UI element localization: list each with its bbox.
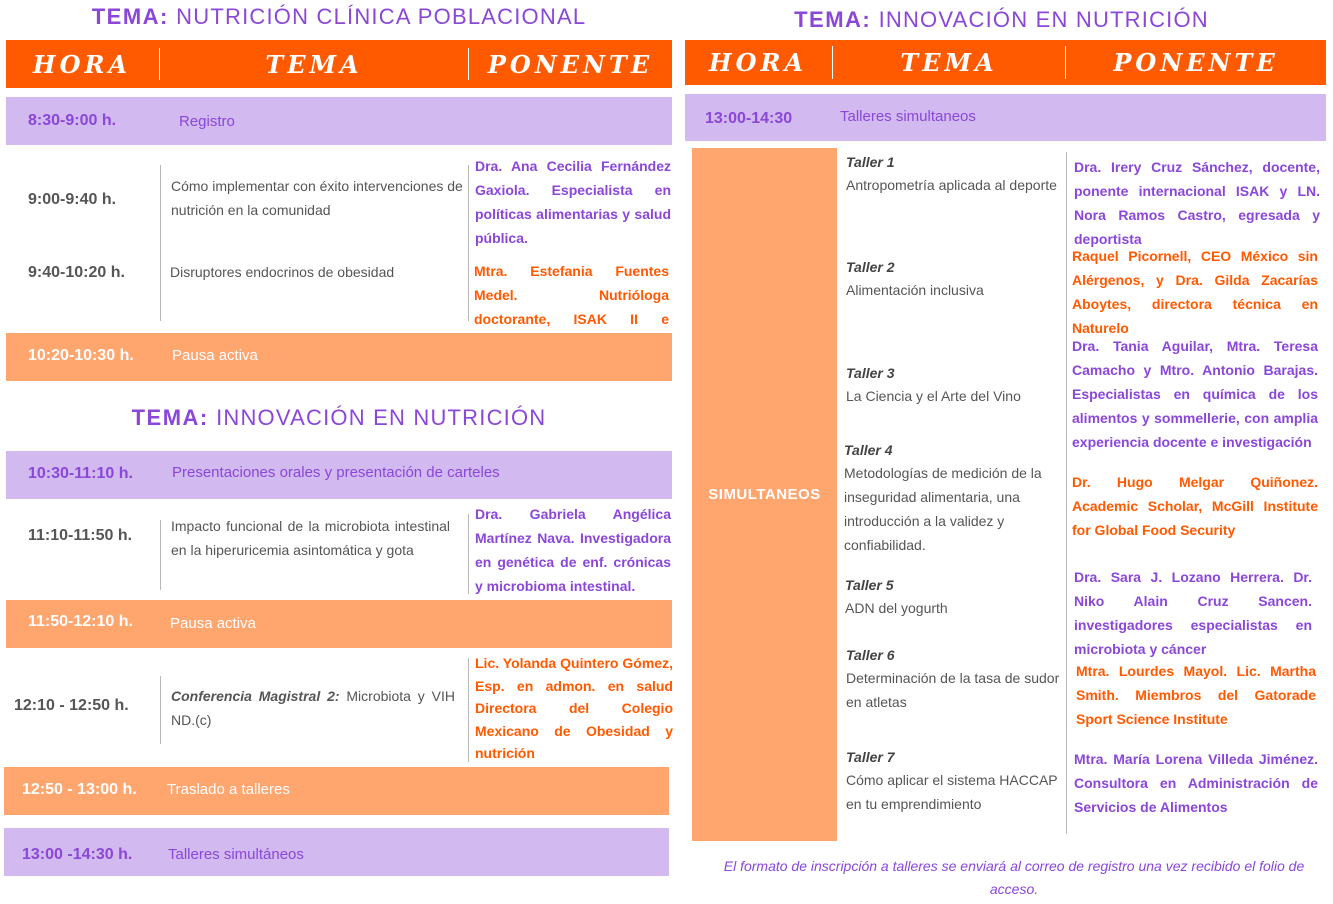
talleres-row [4, 828, 669, 876]
taller-desc: ADN del yogurth [845, 600, 948, 616]
taller-speaker: Dra. Sara J. Lozano Herrera. Dr. Niko Alain Cruz Sancen. investigadores especialistas en microbiota y cáncer [1074, 569, 1312, 657]
taller-title: Taller 3 [846, 365, 895, 381]
taller-speaker: Mtra. María Lorena Villeda Jiménez. Consultora en Administración de Servicios de Alimentos [1074, 751, 1318, 815]
divider [160, 520, 161, 590]
session-time: 11:10-11:50 h. [28, 527, 133, 544]
left-section-title-2 [6, 405, 672, 431]
taller-speaker: Mtra. Lourdes Mayol. Lic. Martha Smith. Miembros del Gatorade Sport Science Institute [1076, 663, 1316, 727]
taller-speaker: Raquel Picornell, CEO México sin Alérgenos, y Dra. Gilda Zacarías Aboytes, directora técnica en Naturelo [1072, 248, 1318, 336]
taller-title: Taller 6 [846, 647, 895, 663]
taller-desc: Alimentación inclusiva [846, 282, 984, 298]
header-tema: TEMA [265, 49, 363, 79]
time: 10:30-11:10 h. [28, 465, 133, 482]
header-ponente: PONENTE [1113, 48, 1279, 77]
conference-label: Conferencia Magistral 2: [171, 688, 340, 704]
taller-desc: Metodologías de medición de la inseguridad alimentaria, una introducción a la validez y confiabilidad. [844, 465, 1042, 553]
time: 13:00 -14:30 h. [22, 846, 133, 863]
topic: Presentaciones orales y presentación de carteles [172, 464, 500, 481]
taller-7 [846, 749, 1062, 816]
taller-4 [844, 442, 1060, 557]
time: 8:30-9:00 h. [28, 112, 117, 129]
simultaneos-label: SIMULTANEOS [708, 486, 821, 503]
taller-desc: Antropometría aplicada al deporte [846, 177, 1057, 193]
topic: Talleres simultáneos [168, 846, 304, 863]
taller-speaker: Dr. Hugo Melgar Quiñonez. Academic Scholar, McGill Institute for Global Food Security [1072, 474, 1318, 538]
time: 12:50 - 13:00 h. [22, 781, 137, 798]
session-speaker: Mtra. Estefania Fuentes Medel. Nutrióloga doctorante, ISAK II e [474, 263, 669, 327]
taller-2 [846, 259, 1062, 302]
taller-3 [846, 365, 1062, 408]
conference-topic: Microbiota y VIH ND.(c) [171, 688, 455, 728]
topic: Registro [179, 113, 235, 130]
title-prefix: TEMA: [794, 7, 872, 32]
session-topic: Disruptores endocrinos de obesidad [170, 264, 395, 280]
title-prefix: TEMA: [131, 405, 209, 430]
taller-speaker: Dra. Irery Cruz Sánchez, docente, ponente internacional ISAK y LN. Nora Ramos Castro, egresada y deportista [1074, 159, 1320, 247]
left-table-header [6, 40, 672, 88]
divider [468, 165, 469, 321]
header-tema: TEMA [900, 48, 998, 77]
header-ponente: PONENTE [487, 49, 654, 79]
registration-note: El formato de inscripción a talleres se enviará al correo de registro una vez recibido el folio de acceso. [723, 858, 1305, 897]
taller-1 [846, 154, 1062, 197]
title-text: INNOVACIÓN EN NUTRICIÓN [216, 405, 547, 430]
topic: Traslado a talleres [167, 781, 290, 798]
taller-desc: Determinación de la tasa de sudor en atletas [846, 670, 1060, 710]
session-time: 9:40-10:20 h. [28, 264, 125, 281]
divider [468, 514, 469, 594]
taller-5 [845, 577, 1061, 620]
left-section-title-1 [6, 4, 672, 30]
session-speaker: Dra. Gabriela Angélica Martínez Nava. Investigadora en genética de enf. crónicas y microbioma intestinal. [475, 506, 671, 594]
session-time: 12:10 - 12:50 h. [14, 697, 129, 714]
header-hora: HORA [32, 49, 132, 79]
title-text: NUTRICIÓN CLÍNICA POBLACIONAL [176, 4, 587, 29]
session-speaker: Dra. Ana Cecilia Fernández Gaxiola. Especialista en políticas alimentarias y salud pública. [475, 158, 671, 246]
pausa-row [6, 600, 672, 648]
session-time: 9:00-9:40 h. [28, 191, 117, 208]
divider [160, 165, 161, 321]
time: 11:50-12:10 h. [28, 613, 133, 630]
title-prefix: TEMA: [91, 4, 169, 29]
simultaneos-block [692, 148, 837, 841]
registro-row [6, 97, 672, 145]
time: 13:00-14:30 [705, 110, 793, 127]
taller-desc: Cómo aplicar el sistema HACCAP en tu emprendimiento [846, 772, 1058, 812]
header-hora: HORA [708, 48, 808, 77]
taller-title: Taller 4 [844, 442, 893, 458]
divider [160, 676, 161, 744]
divider [468, 658, 469, 762]
taller-speaker: Dra. Tania Aguilar, Mtra. Teresa Camacho y Mtro. Antonio Barajas. Especialistas en química de los alimentos y sommellerie, con amplia experiencia docente e investigación [1072, 338, 1318, 450]
taller-title: Taller 5 [845, 577, 894, 593]
session-topic: Impacto funcional de la microbiota intestinal en la hiperuricemia asintomática y gota [171, 518, 450, 558]
time: 10:20-10:30 h. [28, 347, 134, 364]
talleres-simultaneos-row [685, 94, 1326, 141]
topic: Pausa activa [170, 615, 256, 632]
topic: Talleres simultaneos [840, 108, 976, 125]
session-speaker: Lic. Yolanda Quintero Gómez, Esp. en admon. en salud Directora del Colegio Mexicano de Obesidad y nutrición [475, 655, 673, 761]
presentaciones-row [6, 451, 672, 499]
topic: Pausa activa [172, 347, 258, 364]
taller-6 [846, 647, 1062, 714]
right-table-header [685, 40, 1326, 85]
taller-desc: La Ciencia y el Arte del Vino [846, 388, 1021, 404]
pausa-row [6, 333, 672, 381]
title-text: INNOVACIÓN EN NUTRICIÓN [878, 7, 1209, 32]
traslado-row [4, 767, 669, 815]
right-section-title [685, 7, 1318, 33]
divider [1066, 152, 1067, 834]
taller-title: Taller 7 [846, 749, 895, 765]
taller-title: Taller 2 [846, 259, 895, 275]
session-topic [171, 684, 455, 732]
taller-title: Taller 1 [846, 154, 895, 170]
session-topic: Cómo implementar con éxito intervenciones de nutrición en la comunidad [171, 178, 463, 218]
